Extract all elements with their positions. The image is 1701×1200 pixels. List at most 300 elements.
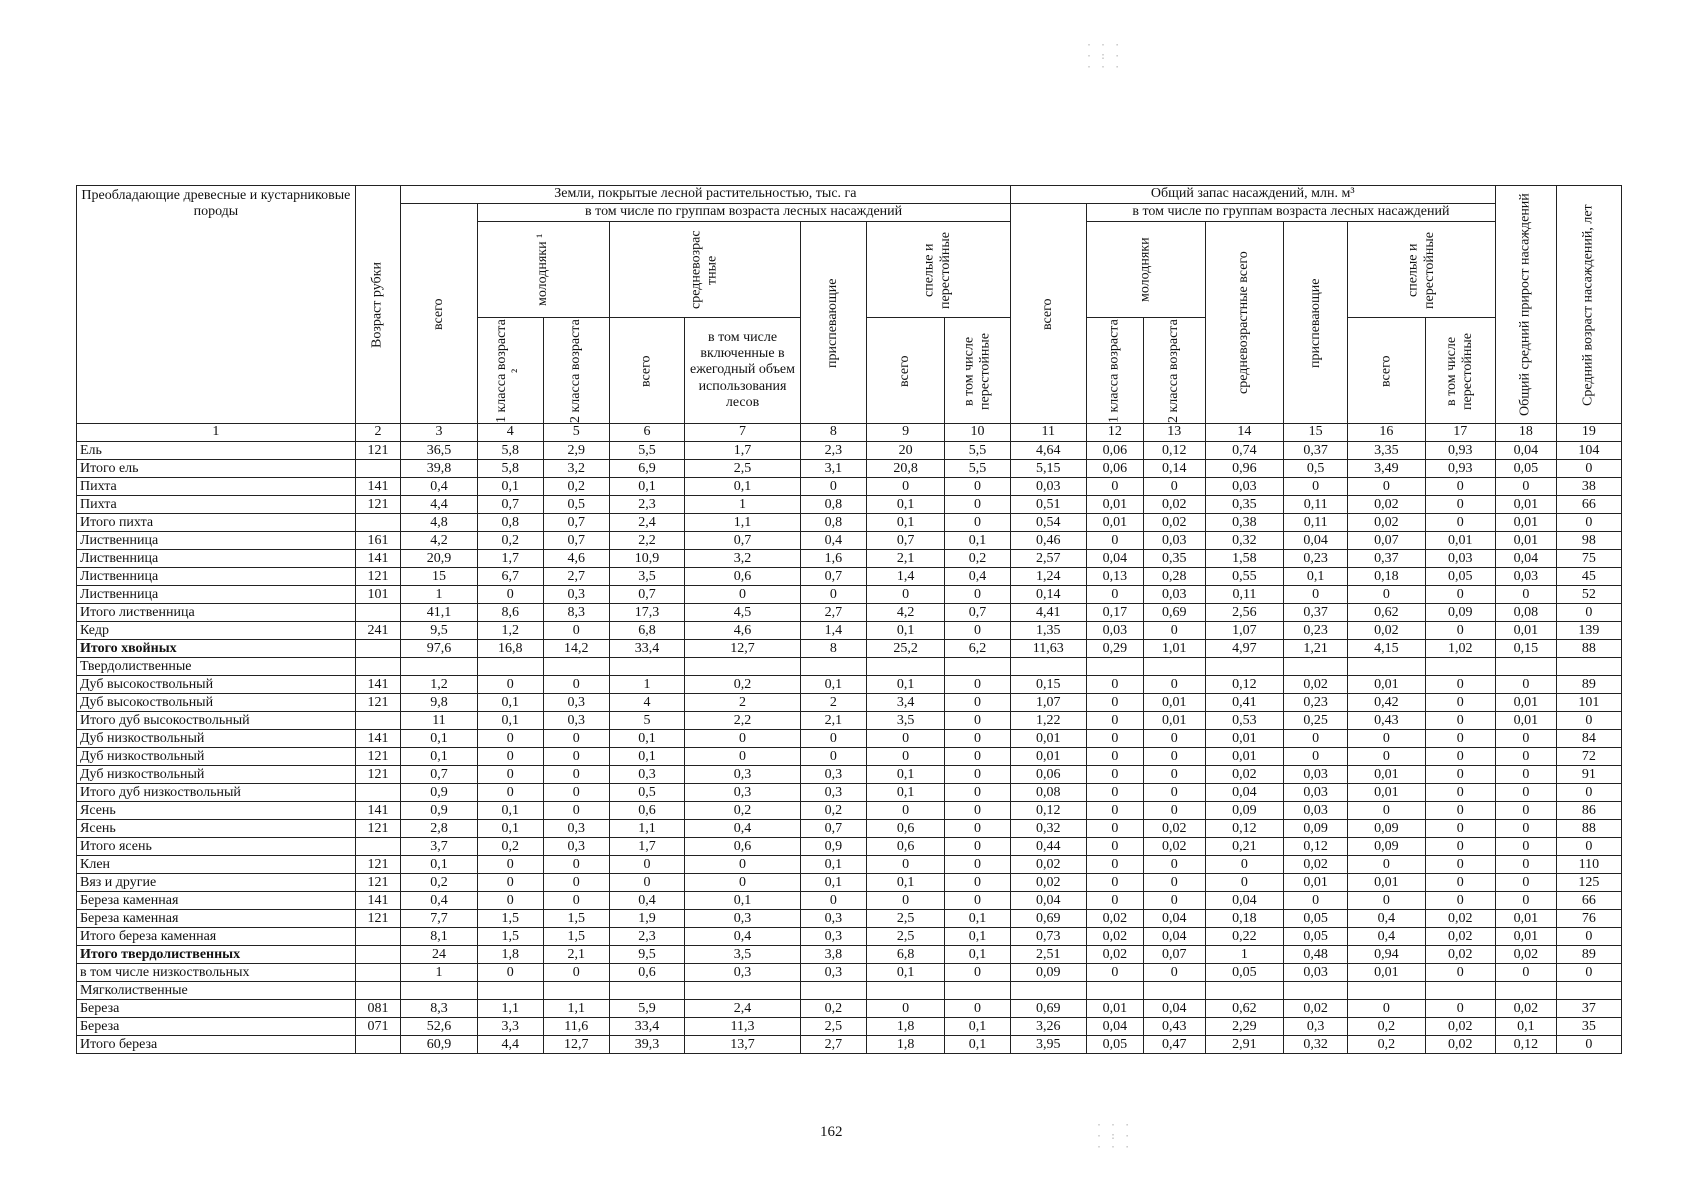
table-cell: 0,04	[1010, 892, 1086, 910]
table-cell: 0,01	[1010, 730, 1086, 748]
table-cell: 0,2	[401, 874, 477, 892]
table-cell: 0,3	[543, 586, 609, 604]
table-cell: 0,1	[401, 856, 477, 874]
table-cell: 0	[1425, 1000, 1495, 1018]
species-name-cell: Итого береза каменная	[77, 928, 356, 946]
table-cell: 39,3	[609, 1036, 684, 1054]
table-cell: 20,9	[401, 550, 477, 568]
header-mid-area-total: всего	[609, 318, 684, 424]
table-cell: 2,1	[800, 712, 866, 730]
table-cell	[355, 964, 400, 982]
table-cell: 0,62	[1348, 604, 1425, 622]
table-cell: 0,02	[1143, 820, 1205, 838]
table-cell: 0	[477, 676, 543, 694]
table-cell	[1284, 982, 1348, 1000]
header-age-cut: Возраст рубки	[355, 186, 400, 424]
table-cell: 0,7	[800, 820, 866, 838]
table-cell: 0,32	[1010, 820, 1086, 838]
table-cell: 0,3	[685, 910, 801, 928]
species-name-cell: в том числе низкоствольных	[77, 964, 356, 982]
table-cell: 0	[543, 730, 609, 748]
table-cell: 0	[1348, 478, 1425, 496]
table-cell: 0	[800, 586, 866, 604]
table-cell: 84	[1556, 730, 1621, 748]
table-cell: 0,74	[1205, 442, 1283, 460]
table-cell: 0	[1556, 604, 1621, 622]
table-cell	[355, 658, 400, 676]
table-cell: 1	[401, 586, 477, 604]
column-number: 2	[355, 424, 400, 442]
table-cell: 0,2	[543, 478, 609, 496]
table-cell: 0	[866, 892, 944, 910]
table-cell: 0,4	[609, 892, 684, 910]
table-cell: 66	[1556, 496, 1621, 514]
table-cell: 0,55	[1205, 568, 1283, 586]
table-cell: 0	[609, 874, 684, 892]
table-cell: 0,11	[1284, 496, 1348, 514]
table-cell: 72	[1556, 748, 1621, 766]
table-row	[77, 730, 1622, 748]
table-cell: 0,51	[1010, 496, 1086, 514]
table-cell: 0	[543, 964, 609, 982]
table-cell: 0,1	[477, 694, 543, 712]
header-class2-stock: 2 класса возраста	[1143, 318, 1205, 424]
table-row	[77, 874, 1622, 892]
table-cell: 1,8	[866, 1036, 944, 1054]
table-cell: 0,11	[1205, 586, 1283, 604]
table-cell	[1348, 658, 1425, 676]
table-cell: 2,3	[609, 928, 684, 946]
table-row	[77, 748, 1622, 766]
table-cell: 0,35	[1205, 496, 1283, 514]
table-cell: 0,3	[800, 964, 866, 982]
table-cell: 0,01	[1348, 766, 1425, 784]
table-cell: 0,1	[945, 532, 1010, 550]
table-cell: 0,01	[1495, 622, 1556, 640]
table-cell: 0	[543, 622, 609, 640]
table-cell: 0	[945, 802, 1010, 820]
table-cell: 0	[477, 856, 543, 874]
table-cell	[1284, 658, 1348, 676]
column-number: 4	[477, 424, 543, 442]
table-cell: 0,02	[1425, 946, 1495, 964]
table-cell: 9,5	[609, 946, 684, 964]
table-cell: 0	[1425, 892, 1495, 910]
table-cell: 1,22	[1010, 712, 1086, 730]
table-cell: 0,4	[1348, 910, 1425, 928]
species-name-cell: Итого дуб низкоствольный	[77, 784, 356, 802]
table-cell: 0,1	[866, 784, 944, 802]
table-cell: 0,03	[1205, 478, 1283, 496]
table-cell: 3,5	[866, 712, 944, 730]
table-cell: 0	[1086, 874, 1143, 892]
species-name-cell: Твердолиственные	[77, 658, 356, 676]
table-cell: 0	[1086, 820, 1143, 838]
table-row	[77, 622, 1622, 640]
table-cell: 4,2	[866, 604, 944, 622]
table-cell: 0,73	[1010, 928, 1086, 946]
table-cell	[1425, 982, 1495, 1000]
scan-margin-marks: · · · · : · · · ·	[1086, 40, 1122, 73]
header-mean-age: Средний возраст насаждений, лет	[1556, 186, 1621, 424]
table-cell: 1,4	[800, 622, 866, 640]
table-cell: 0,1	[800, 856, 866, 874]
table-cell: 0	[800, 478, 866, 496]
table-cell: 86	[1556, 802, 1621, 820]
table-cell: 0	[543, 784, 609, 802]
table-cell: 89	[1556, 676, 1621, 694]
table-cell	[1556, 982, 1621, 1000]
table-cell: 0	[1348, 892, 1425, 910]
table-cell	[355, 604, 400, 622]
table-row	[77, 1000, 1622, 1018]
table-cell: 88	[1556, 820, 1621, 838]
table-cell: 0	[477, 964, 543, 982]
table-cell: 0,1	[945, 1036, 1010, 1054]
table-cell: 4,6	[685, 622, 801, 640]
table-cell: 0,01	[1425, 532, 1495, 550]
table-cell: 1,1	[543, 1000, 609, 1018]
table-cell: 0,02	[1348, 622, 1425, 640]
table-cell: 5,15	[1010, 460, 1086, 478]
table-row	[77, 550, 1622, 568]
table-cell: 3,4	[866, 694, 944, 712]
table-cell: 0	[945, 676, 1010, 694]
table-cell: 5,9	[609, 1000, 684, 1018]
table-cell: 1,5	[477, 910, 543, 928]
table-row	[77, 460, 1622, 478]
table-cell: 241	[355, 622, 400, 640]
table-row	[77, 946, 1622, 964]
species-name-cell: Дуб высокоствольный	[77, 676, 356, 694]
table-cell: 0,04	[1086, 1018, 1143, 1036]
table-cell	[401, 982, 477, 1000]
table-cell: 0,7	[401, 766, 477, 784]
table-cell: 0,12	[1205, 676, 1283, 694]
table-cell: 1	[401, 964, 477, 982]
table-cell: 0,3	[800, 928, 866, 946]
table-cell: 081	[355, 1000, 400, 1018]
table-cell: 0,02	[1143, 496, 1205, 514]
table-cell: 0,2	[945, 550, 1010, 568]
table-cell: 0,04	[1205, 892, 1283, 910]
table-cell: 0,01	[1284, 874, 1348, 892]
table-cell: 0,8	[800, 496, 866, 514]
header-mature-stock-over: в том числе перестойные	[1425, 318, 1495, 424]
table-cell: 0,5	[1284, 460, 1348, 478]
table-cell: 0	[1495, 730, 1556, 748]
table-header	[77, 186, 1622, 442]
table-cell: 8,3	[543, 604, 609, 622]
table-cell: 0,11	[1284, 514, 1348, 532]
table-cell: 0	[945, 784, 1010, 802]
table-cell	[1086, 658, 1143, 676]
table-cell: 0	[1425, 496, 1495, 514]
table-cell: 1,5	[543, 928, 609, 946]
table-cell: 0,01	[1495, 496, 1556, 514]
table-cell: 0,02	[1495, 1000, 1556, 1018]
table-row	[77, 640, 1622, 658]
table-cell: 0	[543, 874, 609, 892]
table-cell: 2,2	[685, 712, 801, 730]
table-cell: 0	[1425, 784, 1495, 802]
header-species: Преобладающие древесные и кустарниковые породы	[77, 186, 356, 424]
table-cell: 2,3	[800, 442, 866, 460]
table-cell: 0,01	[1086, 1000, 1143, 1018]
table-cell: 0,21	[1205, 838, 1283, 856]
table-cell: 0,03	[1010, 478, 1086, 496]
species-name-cell: Итого хвойных	[77, 640, 356, 658]
table-cell: 33,4	[609, 1018, 684, 1036]
table-cell: 0,3	[543, 838, 609, 856]
table-cell: 3,3	[477, 1018, 543, 1036]
table-cell: 2,7	[543, 568, 609, 586]
table-cell: 0	[1556, 1036, 1621, 1054]
header-mid-area-included: в том числе включенные в ежегодный объем использования лесов	[685, 318, 801, 424]
table-cell: 121	[355, 694, 400, 712]
table-cell: 9,5	[401, 622, 477, 640]
table-cell: 0,05	[1284, 910, 1348, 928]
table-cell: 0,03	[1143, 586, 1205, 604]
table-cell: 0,93	[1425, 460, 1495, 478]
table-cell: 0,46	[1010, 532, 1086, 550]
table-row	[77, 496, 1622, 514]
header-class2-area: 2 класса возраста	[543, 318, 609, 424]
table-cell: 0,6	[685, 838, 801, 856]
table-cell: 0,3	[800, 766, 866, 784]
table-cell: 0	[945, 892, 1010, 910]
table-cell: 0	[1086, 712, 1143, 730]
table-cell: 0,01	[1143, 694, 1205, 712]
column-number: 15	[1284, 424, 1348, 442]
table-cell: 2,9	[543, 442, 609, 460]
table-cell: 0,2	[1348, 1018, 1425, 1036]
table-cell: 0,02	[1086, 910, 1143, 928]
table-cell: 1,01	[1143, 640, 1205, 658]
table-cell	[543, 982, 609, 1000]
table-cell: 0	[1495, 748, 1556, 766]
table-cell	[609, 658, 684, 676]
table-cell: 4,8	[401, 514, 477, 532]
header-mid-stock: средневозрастные всего	[1205, 222, 1283, 424]
species-name-cell: Береза	[77, 1018, 356, 1036]
table-cell: 0	[1348, 1000, 1425, 1018]
table-cell: 161	[355, 532, 400, 550]
table-cell: 0,6	[866, 838, 944, 856]
table-cell: 0	[1425, 964, 1495, 982]
table-cell: 0	[685, 874, 801, 892]
table-cell: 141	[355, 676, 400, 694]
table-cell: 0,09	[1348, 820, 1425, 838]
table-cell: 5,5	[945, 442, 1010, 460]
header-area-group: Земли, покрытые лесной растительностью, тыс. га	[401, 186, 1010, 204]
table-cell	[355, 712, 400, 730]
table-cell: 0	[1495, 892, 1556, 910]
table-cell: 36,5	[401, 442, 477, 460]
table-cell: 0,4	[945, 568, 1010, 586]
column-number: 12	[1086, 424, 1143, 442]
table-cell: 0,02	[1086, 928, 1143, 946]
header-young-stock: молодняки	[1086, 222, 1205, 318]
table-cell: 0,06	[1086, 460, 1143, 478]
species-name-cell: Итого лиственница	[77, 604, 356, 622]
table-cell: 0,1	[866, 766, 944, 784]
table-cell: 0,01	[1495, 694, 1556, 712]
table-cell: 7,7	[401, 910, 477, 928]
table-cell: 0,9	[401, 802, 477, 820]
table-cell: 0,01	[1086, 496, 1143, 514]
table-cell: 0	[800, 892, 866, 910]
column-number: 6	[609, 424, 684, 442]
table-cell: 0,01	[1348, 784, 1425, 802]
table-cell: 0,02	[1348, 514, 1425, 532]
table-cell: 0,1	[609, 478, 684, 496]
species-name-cell: Лиственница	[77, 568, 356, 586]
table-cell: 141	[355, 730, 400, 748]
table-cell: 0	[1348, 730, 1425, 748]
table-cell: 0	[1284, 586, 1348, 604]
table-cell: 1,7	[685, 442, 801, 460]
table-cell: 0,04	[1284, 532, 1348, 550]
table-cell: 6,8	[866, 946, 944, 964]
table-row	[77, 514, 1622, 532]
table-cell: 1,58	[1205, 550, 1283, 568]
table-cell: 0	[1348, 802, 1425, 820]
table-cell: 5,8	[477, 442, 543, 460]
table-cell: 2,4	[609, 514, 684, 532]
table-cell: 0,1	[800, 874, 866, 892]
table-cell: 0	[1425, 478, 1495, 496]
table-cell: 41,1	[401, 604, 477, 622]
table-cell: 1,21	[1284, 640, 1348, 658]
table-cell: 0,54	[1010, 514, 1086, 532]
table-cell: 97,6	[401, 640, 477, 658]
species-name-cell: Дуб низкоствольный	[77, 766, 356, 784]
table-row	[77, 676, 1622, 694]
table-cell: 0,1	[609, 730, 684, 748]
species-name-cell: Итого дуб высокоствольный	[77, 712, 356, 730]
species-name-cell: Итого пихта	[77, 514, 356, 532]
table-cell: 1	[609, 676, 684, 694]
table-cell	[685, 658, 801, 676]
table-cell: 3,49	[1348, 460, 1425, 478]
table-cell: 2,56	[1205, 604, 1283, 622]
table-cell: 0,69	[1010, 910, 1086, 928]
table-cell: 16,8	[477, 640, 543, 658]
table-cell	[477, 658, 543, 676]
table-cell: 0,1	[800, 676, 866, 694]
table-cell: 0,03	[1495, 568, 1556, 586]
table-cell: 4,97	[1205, 640, 1283, 658]
table-cell: 141	[355, 802, 400, 820]
table-cell: 2,7	[800, 1036, 866, 1054]
table-cell: 0,03	[1143, 532, 1205, 550]
header-area-incl: в том числе по группам возраста лесных насаждений	[477, 204, 1010, 222]
table-cell: 0	[1556, 838, 1621, 856]
table-cell: 0	[945, 622, 1010, 640]
table-cell: 0,09	[1425, 604, 1495, 622]
table-row	[77, 586, 1622, 604]
species-name-cell: Вяз и другие	[77, 874, 356, 892]
table-cell: 0	[685, 856, 801, 874]
table-cell: 0,1	[685, 892, 801, 910]
table-cell: 5	[609, 712, 684, 730]
table-cell: 0,01	[1143, 712, 1205, 730]
species-name-cell: Береза каменная	[77, 910, 356, 928]
header-mature-area: спелые и перестойные	[866, 222, 1010, 318]
table-cell: 121	[355, 748, 400, 766]
column-number: 19	[1556, 424, 1621, 442]
table-cell: 0,04	[1143, 928, 1205, 946]
table-cell: 0,12	[1143, 442, 1205, 460]
table-cell: 0,1	[1284, 568, 1348, 586]
table-row	[77, 1036, 1622, 1054]
table-cell: 125	[1556, 874, 1621, 892]
table-cell: 0	[1425, 874, 1495, 892]
table-row	[77, 532, 1622, 550]
table-cell: 0	[1284, 478, 1348, 496]
table-cell: 0	[1086, 964, 1143, 982]
header-stock-total: всего	[1010, 204, 1086, 424]
species-name-cell: Мягколиственные	[77, 982, 356, 1000]
table-cell: 0	[1495, 802, 1556, 820]
page-number: 162	[820, 1124, 843, 1140]
table-cell: 0	[1284, 748, 1348, 766]
table-cell: 0	[866, 802, 944, 820]
table-cell: 0,18	[1205, 910, 1283, 928]
table-cell: 0,1	[945, 910, 1010, 928]
table-cell	[355, 946, 400, 964]
table-cell: 0	[1086, 676, 1143, 694]
table-cell: 4,64	[1010, 442, 1086, 460]
table-cell: 0,43	[1143, 1018, 1205, 1036]
species-name-cell: Лиственница	[77, 532, 356, 550]
table-cell: 0,1	[477, 478, 543, 496]
table-cell: 0,3	[543, 820, 609, 838]
table-cell: 0,6	[609, 964, 684, 982]
table-cell: 4,6	[543, 550, 609, 568]
table-cell: 0	[1143, 676, 1205, 694]
table-cell: 0,12	[1495, 1036, 1556, 1054]
table-cell	[685, 982, 801, 1000]
table-cell	[355, 982, 400, 1000]
table-cell: 11,3	[685, 1018, 801, 1036]
table-cell: 4,41	[1010, 604, 1086, 622]
table-cell: 0	[1086, 802, 1143, 820]
table-cell: 88	[1556, 640, 1621, 658]
table-cell: 121	[355, 766, 400, 784]
table-cell: 0,6	[866, 820, 944, 838]
table-cell: 0	[1143, 784, 1205, 802]
table-cell: 0,1	[945, 946, 1010, 964]
table-cell	[609, 982, 684, 1000]
table-cell: 0,4	[1348, 928, 1425, 946]
table-cell: 0,41	[1205, 694, 1283, 712]
table-cell	[1495, 982, 1556, 1000]
table-cell: 0	[1425, 838, 1495, 856]
column-number: 17	[1425, 424, 1495, 442]
table-cell: 0,2	[685, 802, 801, 820]
table-cell	[945, 982, 1010, 1000]
table-cell: 0,2	[477, 838, 543, 856]
table-cell: 2	[685, 694, 801, 712]
species-name-cell: Дуб низкоствольный	[77, 730, 356, 748]
table-cell	[1143, 658, 1205, 676]
column-number: 1	[77, 424, 356, 442]
table-cell: 0,5	[543, 496, 609, 514]
table-cell	[355, 784, 400, 802]
header-stock-incl: в том числе по группам возраста лесных насаждений	[1086, 204, 1495, 222]
